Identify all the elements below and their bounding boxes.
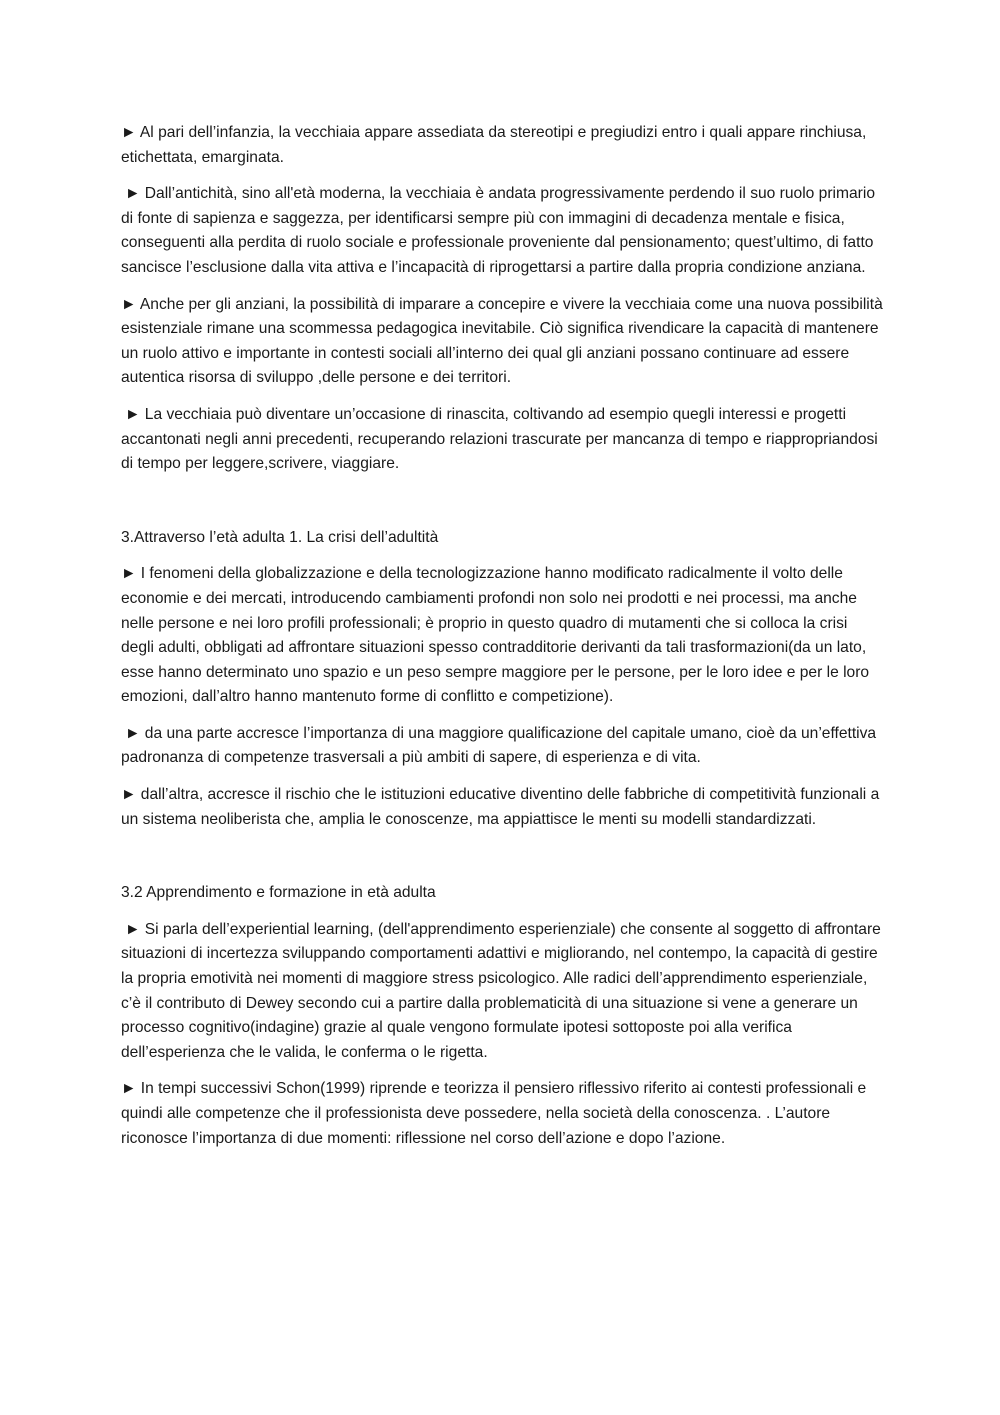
document-page <box>121 121 883 1163</box>
paragraph-experiential-learning: ► Si parla dell’experiential learning, (dell'apprendimento esperienziale) che consente al soggetto di affrontare situazioni di incertezza sviluppando comportamenti adattivi e migliorando, nel contempo, la capacità di gestire la propria emotività nei momenti di maggiore stress psicologico. Alle radici dell’apprendimento esperienziale, c’è il contributo di Dewey secondo cui a partire dalla problematicità di una situazione si vene a generare un processo cognitivo(indagine) grazie al quale vengono formulate ipotesi sottoposte poi alla verifica dell’esperienza che le valida, le conferma o le rigetta. <box>121 920 881 1061</box>
paragraph-antiquity: ► Dall’antichità, sino all'età moderna, la vecchiaia è andata progressivamente perdendo il suo ruolo primario di fonte di sapienza e saggezza, per identificarsi sempre più con immagini di decadenza mentale e fisica, conseguenti alla perdita di ruolo sociale e professionale proveniente dal pensionamento; quest’ultimo, di fatto sancisce l’esclusione dalla vita attiva e l’incapacità di riprogettarsi a partire dalla propria condizione anziana. <box>121 185 875 276</box>
section-spacer <box>121 844 883 881</box>
paragraph-schon: ► In tempi successivi Schon(1999) riprende e teorizza il pensiero riflessivo riferito ai contesti professionali e quindi alle competenze che il professionista deve possedere, nella società della conoscenza. . L’autore riconosce l’importanza di due momenti: riflessione nel corso dell’azione e dopo l’azione. <box>121 1080 867 1147</box>
paragraph-stereotypes: ► Al pari dell’infanzia, la vecchiaia appare assediata da stereotipi e pregiudizi entro i quali appare rinchiusa, etichettata, emarginata. <box>121 124 867 166</box>
paragraph-globalization: ► I fenomeni della globalizzazione e della tecnologizzazione hanno modificato radicalmente il volto delle economie e dei mercati, introducendo cambiamenti profondi non solo nei prodotti e nei processi, ma anche nelle persone e nei loro profili professionali; è proprio in questo quadro di mutamenti che si colloca la crisi degli adulti, obbligati ad affrontare situazioni spesso contradditorie derivanti da tali trasformazioni(da un lato, esse hanno determinato uno spazio e un peso sempre maggiore per le persone, per le loro idee e per le loro emozioni, dall’altro hanno mantenuto forme di conflitto e competizione). <box>121 565 870 706</box>
paragraph-rebirth: ► La vecchiaia può diventare un’occasione di rinascita, coltivando ad esempio quegli interessi e progetti accantonati negli anni precedenti, recuperando relazioni trascurate per mancanza di tempo e riappropriandosi di tempo per leggere,scrivere, viaggiare. <box>121 405 878 473</box>
section-heading-adulthood: 3.Attraverso l’età adulta 1. La crisi dell’adultità <box>121 528 439 546</box>
section-heading-adult-learning: 3.2 Apprendimento e formazione in età adulta <box>121 884 436 902</box>
paragraph-elderly-learning: ► Anche per gli anziani, la possibilità di imparare a concepire e vivere la vecchiaia come una nuova possibilità esistenziale rimane una scommessa pedagogica inevitabile. Ciò significa rivendicare la capacità di mantenere un ruolo attivo e importante in contesti sociali all’interno dei qual gli anziani possano continuare ad essere autentica risorsa di sviluppo ,delle persone e dei territori. <box>121 295 883 387</box>
paragraph-competitiveness-risk: ► dall’altra, accresce il rischio che le istituzioni educative diventino delle fabbriche di competitività funzionali a un sistema neoliberista che, amplia le conoscenze, ma appiattisce le menti su modelli standardizzati. <box>121 786 880 828</box>
section-spacer <box>121 489 883 526</box>
paragraph-human-capital: ► da una parte accresce l’importanza di una maggiore qualificazione del capitale umano, cioè da un’effettiva padronanza di competenze trasversali a più ambiti di sapere, di esperienza e di vita. <box>121 724 877 767</box>
